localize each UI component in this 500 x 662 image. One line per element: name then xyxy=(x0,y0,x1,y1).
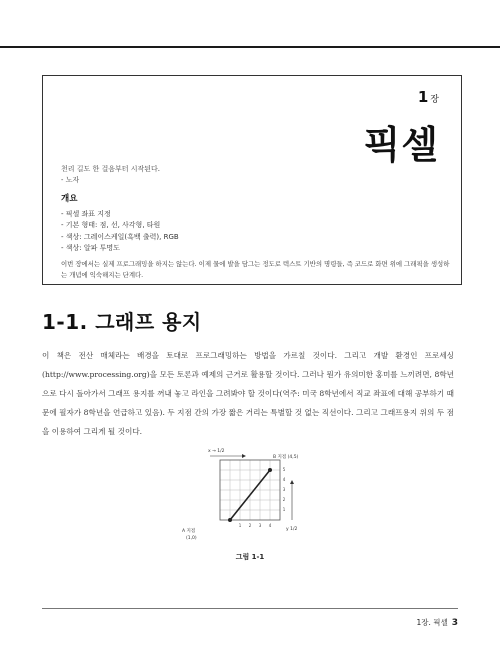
overview-item: - 색상: 알파 투명도 xyxy=(61,244,120,252)
chapter-title: 픽셀 xyxy=(363,123,439,167)
point-a-coords: (1,0) xyxy=(186,536,197,541)
point-a-marker xyxy=(228,518,232,522)
y-tick-label: 3 xyxy=(282,487,286,492)
y-axis-arrowhead xyxy=(290,480,294,484)
epigraph xyxy=(61,164,160,186)
chapter-number-suffix: 장 xyxy=(430,95,439,105)
point-a-label: A 지점 xyxy=(182,529,196,534)
point-b-marker xyxy=(268,468,272,472)
overview xyxy=(61,194,179,255)
chapter-opener-box xyxy=(42,75,462,285)
y-axis-note: y 1/2 xyxy=(286,527,298,532)
overview-item: - 기본 형태: 점, 선, 사각형, 타원 xyxy=(61,221,161,229)
page-number: 3 xyxy=(451,618,458,628)
overview-item: - 픽셀 좌표 지정 xyxy=(61,209,111,218)
epigraph-text: 천리 길도 한 걸음부터 시작된다. xyxy=(61,165,161,173)
x-axis-arrowhead xyxy=(242,454,246,458)
overview-item: - 색상: 그레이스케일(흑백 출력), RGB xyxy=(61,232,179,241)
epigraph-author: - 노자 xyxy=(61,176,80,184)
x-tick-label: 3 xyxy=(258,523,262,528)
figure-caption: 그림 1-1 xyxy=(235,553,265,561)
bottom-rule xyxy=(42,608,458,609)
y-tick-label: 2 xyxy=(282,497,286,502)
x-axis-note: x → 1/2 xyxy=(208,449,225,454)
page-footer xyxy=(416,617,458,628)
y-tick-label: 5 xyxy=(282,467,286,472)
graph-paper-figure xyxy=(178,444,318,554)
point-b-label: B 지점 (4,5) xyxy=(273,455,299,460)
body-paragraph: 이 책은 전산 매체라는 배경을 토대로 프로그래밍하는 방법을 가르칠 것이다. 그리고 개발 환경인 프로세싱(http://www.processing.org)을 모든 토론과 예제의 근거로 활용할 것이다. 그러나 뭔가 유의미한 홍미를 느끼려면, 8학년으로 다시 돌아가서 그래프 용지를 꺼내 놓고 라인을 그려봐야 할 것이다(역주: 미국 8학년에서 직교 좌표에 대해 공부하기 때문에 필자가 8학년을 언급하고 있음). 두 지점 간의 가장 짧은 거리는 특별할 것 없는 직선이다. 그리고 그래프용지 위의 두 점을 이용하여 그리게 될 것이다. xyxy=(42,351,454,436)
y-tick-label: 4 xyxy=(282,477,286,482)
section-title: 1-1. 그래프 용지 xyxy=(42,310,202,334)
x-tick-label: 2 xyxy=(248,523,252,528)
chapter-intro: 이번 장에서는 실제 프로그래밍을 하지는 않는다. 이제 물에 발을 담그는 정도로 텍스트 기반의 명령들, 즉 코드로 화면 위에 그래픽을 생성하는 개념에 익숙해지는 단계다. xyxy=(61,260,450,279)
x-tick-label: 1 xyxy=(238,523,242,528)
y-tick-label: 1 xyxy=(282,507,286,512)
top-rule xyxy=(0,46,500,48)
footer-chapter-label: 1장. 픽셀 xyxy=(416,618,448,627)
x-tick-label: 4 xyxy=(268,523,272,528)
chapter-number xyxy=(418,88,439,106)
chapter-number-value: 1 xyxy=(417,88,429,106)
overview-heading: 개요 xyxy=(61,194,78,204)
